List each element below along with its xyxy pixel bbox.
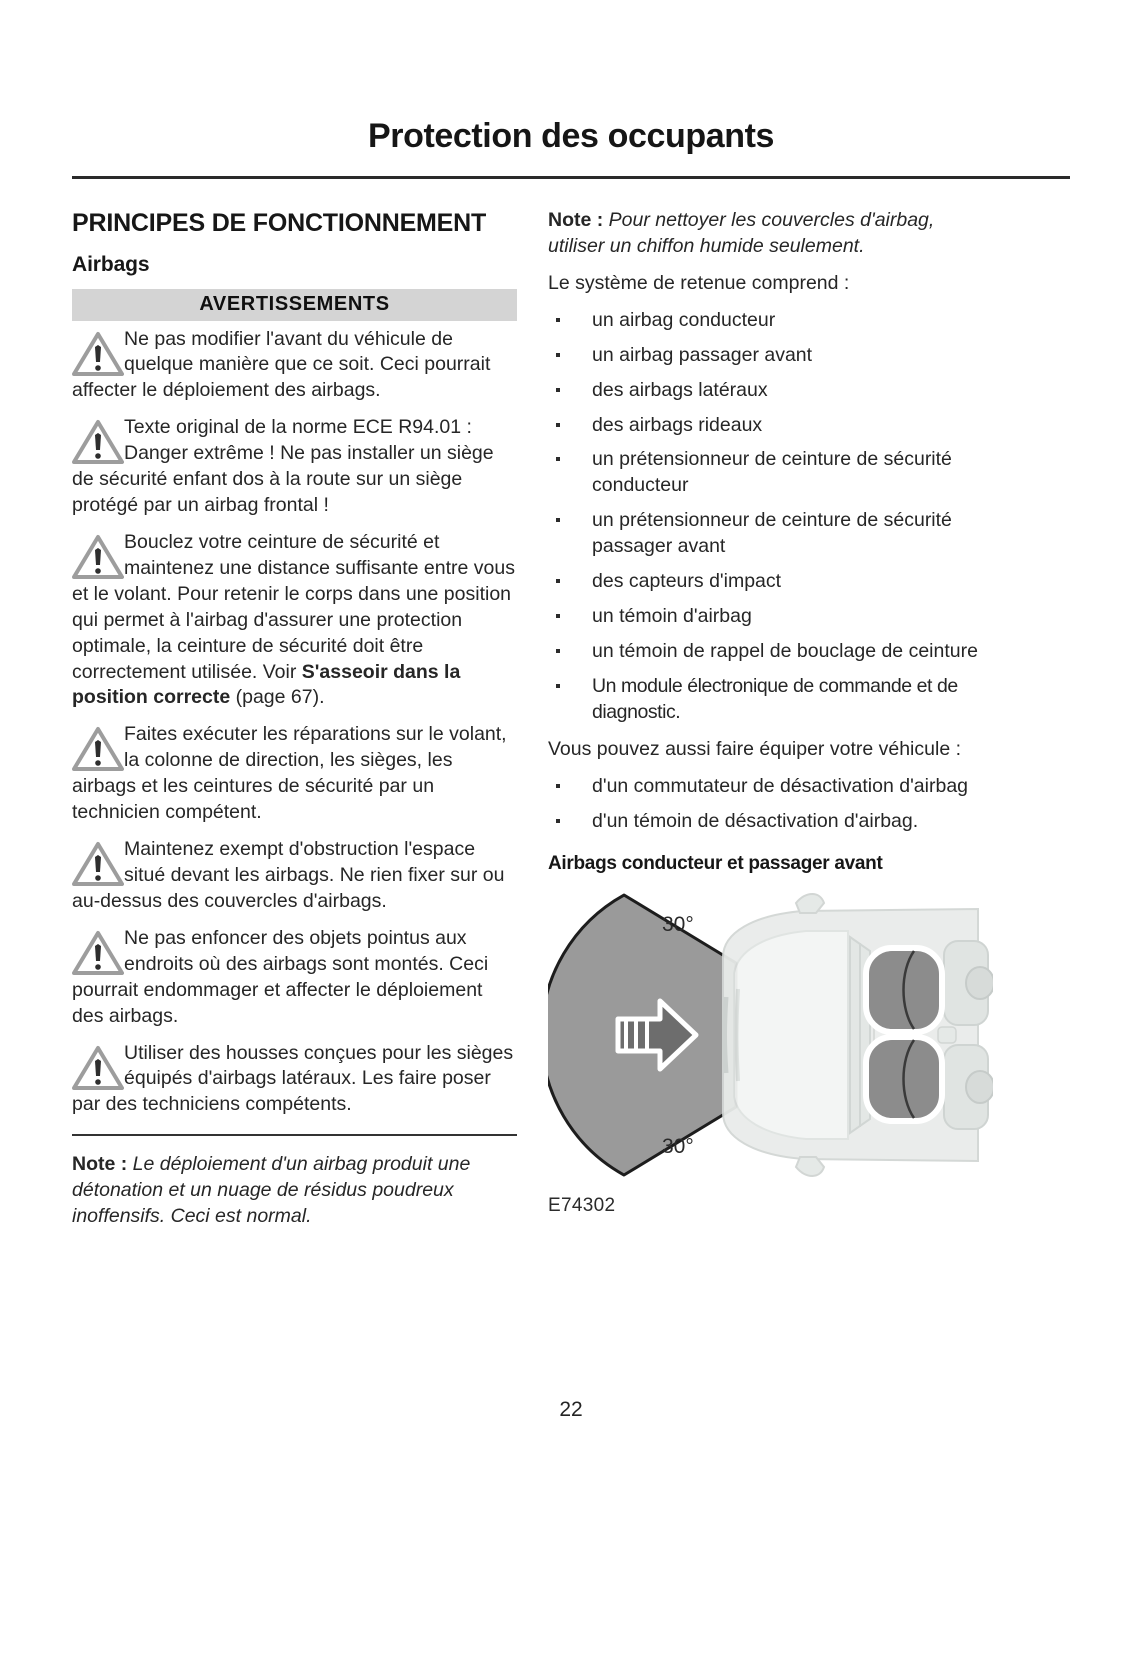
- intro-paragraph-optional-equipment: Vous pouvez aussi faire équiper votre véhicule :: [548, 737, 961, 760]
- header-divider: [72, 176, 1070, 179]
- angle-label-bottom: 30°: [662, 1135, 694, 1159]
- list-item-label: d'un témoin de désactivation d'airbag.: [592, 809, 919, 832]
- list-item-label: un airbag passager avant: [592, 343, 813, 366]
- warning-item: [72, 722, 517, 826]
- note-paragraph: [548, 208, 993, 260]
- list-item-label: Un module électronique de commande et de diagnostic.: [592, 674, 958, 723]
- warning-text: Faites exécuter les réparations sur le volant, la colonne de direction, les sièges, les airbags et les ceintures de sécurité par un technicien compétent.: [72, 723, 507, 824]
- note-label: Note :: [548, 209, 604, 231]
- bullet-dot-icon: [556, 318, 560, 322]
- list-item-label: d'un commutateur de désactivation d'airbag: [592, 774, 969, 797]
- list-item-label: des capteurs d'impact: [592, 570, 782, 593]
- warning-item: [72, 926, 517, 1030]
- bullet-dot-icon: [556, 649, 560, 653]
- warning-item: [72, 837, 517, 915]
- bullet-dot-icon: [556, 784, 560, 788]
- note-text: Le déploiement d'un airbag produit une détonation et un nuage de résidus poudreux inoffensifs. Ceci est normal.: [72, 1153, 471, 1228]
- right-column: [548, 208, 993, 1217]
- intro-paragraph-restraint-system: Le système de retenue comprend :: [548, 271, 850, 294]
- warning-triangle-icon: [72, 419, 124, 465]
- airbag-diagram: [548, 885, 993, 1185]
- list-item: [548, 569, 993, 595]
- bullet-dot-icon: [556, 353, 560, 357]
- warning-text-lead: Bouclez votre ceinture de sécurité et maintenez une distance suffisante entre vous et le volant. Pour retenir le corps dans une position qui permet à l'airbag d'assurer une protection optimale, la ceinture de sécurité doit être correctement utilisée. Voir: [72, 530, 515, 683]
- bullet-dot-icon: [556, 518, 560, 522]
- list-item: [548, 308, 993, 334]
- warning-triangle-icon: [72, 841, 124, 887]
- warning-item: [72, 530, 517, 711]
- warning-triangle-icon: [72, 930, 124, 976]
- warning-text: Maintenez exempt d'obstruction l'espace situé devant les airbags. Ne rien fixer sur ou au-dessus des couvercles d'airbags.: [72, 838, 505, 912]
- airbag-deployment-figure: [548, 885, 993, 1217]
- restraint-system-list: [548, 308, 993, 726]
- list-item: [548, 604, 993, 630]
- warning-triangle-icon: [72, 534, 124, 580]
- warning-item: [72, 1041, 517, 1119]
- list-item-label: un prétensionneur de ceinture de sécurité passager avant: [592, 509, 952, 558]
- page-number: 22: [559, 1398, 583, 1421]
- subsection-title-airbags: Airbags: [72, 252, 150, 276]
- figure-heading: Airbags conducteur et passager avant: [548, 852, 883, 874]
- list-item-label: un prétensionneur de ceinture de sécurité conducteur: [592, 448, 952, 497]
- page-header: [72, 118, 1070, 155]
- warning-text: Ne pas modifier l'avant du véhicule de quelque manière que ce soit. Ceci pourrait affecter le déploiement des airbags.: [72, 327, 491, 402]
- bullet-dot-icon: [556, 819, 560, 823]
- warning-triangle-icon: [72, 726, 124, 772]
- list-item: [548, 413, 993, 439]
- left-column: [72, 208, 517, 1241]
- list-item-label: un témoin d'airbag: [592, 605, 752, 628]
- page-title: Protection des occupants: [367, 117, 775, 155]
- list-item: [548, 774, 993, 800]
- list-item-label: des airbags latéraux: [592, 378, 768, 401]
- list-item-label: un airbag conducteur: [592, 308, 776, 331]
- list-item-label: des airbags rideaux: [592, 413, 763, 436]
- warning-item: [72, 327, 517, 405]
- list-item: [548, 508, 993, 560]
- bullet-dot-icon: [556, 684, 560, 688]
- warning-text: Ne pas enfoncer des objets pointus aux endroits où des airbags sont montés. Ceci pourrait endommager et affecter le déploiement des airbags.: [72, 926, 489, 1027]
- bullet-dot-icon: [556, 579, 560, 583]
- warnings-end-divider: [72, 1134, 517, 1136]
- bullet-dot-icon: [556, 614, 560, 618]
- list-item: [548, 809, 993, 835]
- warning-text: Utiliser des housses conçues pour les sièges équipés d'airbags latéraux. Les faire poser par des techniciens compétents.: [72, 1041, 514, 1116]
- warning-text: Texte original de la norme ECE R94.01 : Danger extrême ! Ne pas installer un siège de sécurité enfant dos à la route sur un siège protégé par un airbag frontal !: [72, 416, 494, 517]
- note-text: Pour nettoyer les couvercles d'airbag, utiliser un chiffon humide seulement.: [548, 209, 935, 257]
- list-item: [548, 343, 993, 369]
- figure-caption: E74302: [548, 1195, 616, 1217]
- list-item: [548, 447, 993, 499]
- list-item: [548, 674, 993, 726]
- section-title: PRINCIPES DE FONCTIONNEMENT: [72, 209, 487, 237]
- warning-triangle-icon: [72, 331, 124, 377]
- warning-triangle-icon: [72, 1045, 124, 1091]
- note-paragraph: [72, 1152, 517, 1230]
- bullet-dot-icon: [556, 457, 560, 461]
- warning-item: [72, 415, 517, 519]
- warnings-banner: AVERTISSEMENTS: [72, 289, 517, 321]
- bullet-dot-icon: [556, 423, 560, 427]
- warning-text: [72, 531, 515, 709]
- cross-reference-page: (page 67).: [230, 686, 325, 709]
- bullet-dot-icon: [556, 388, 560, 392]
- list-item: [548, 378, 993, 404]
- angle-label-top: 30°: [662, 913, 694, 937]
- cross-reference-link[interactable]: S'asseoir dans la position correcte: [72, 660, 461, 709]
- car-top-view: [723, 894, 993, 1176]
- note-label: Note :: [72, 1153, 128, 1176]
- list-item: [548, 639, 993, 665]
- optional-equipment-list: [548, 774, 993, 835]
- list-item-label: un témoin de rappel de bouclage de ceinture: [592, 639, 978, 662]
